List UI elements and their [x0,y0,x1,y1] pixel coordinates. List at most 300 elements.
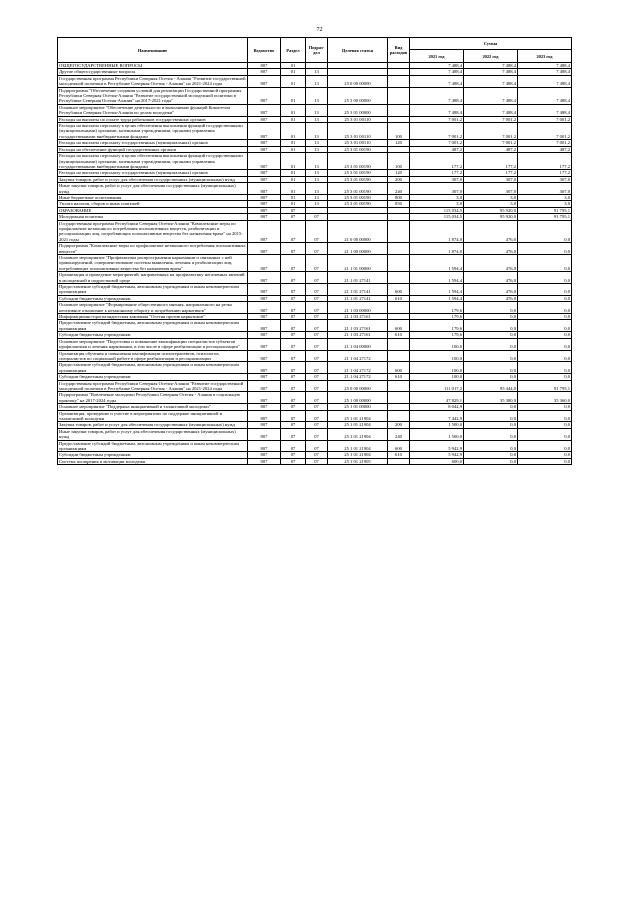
row-razdel: 07 [281,428,306,440]
row-sum-2021: 7 488,4 [410,69,464,75]
row-name: Расходы на выплаты по оплате труда работников государственных органов [58,116,248,122]
row-vid [388,243,410,255]
row-vedomstvo: 807 [248,302,281,314]
row-name: Информационно-пропагандистская кампания "Осетия против наркотиков" [58,314,248,320]
row-sum-2023: 35 360,0 [518,392,572,404]
row-vid: 200 [388,176,410,182]
row-vedomstvo: 807 [248,123,281,140]
row-sum-2022: 177,2 [464,170,518,176]
table-row [58,220,572,243]
row-vedomstvo: 807 [248,255,281,272]
row-sum-2023: 0,0 [518,302,572,314]
row-sum-2022: 307,0 [464,183,518,195]
row-podrazdel: 13 [306,104,328,116]
row-sum-2021: 7 488,4 [410,104,464,116]
row-sum-2021: 307,0 [410,183,464,195]
row-sum-2022: 307,0 [464,176,518,182]
row-name: Уплата налогов, сборов и иных платежей [58,201,248,207]
row-vedomstvo: 807 [248,63,281,69]
row-sum-2023: 0,0 [518,255,572,272]
row-sum-2022: 476,0 [464,284,518,296]
row-sum-2021: 7 488,4 [410,87,464,104]
row-sum-2023: 0,0 [518,320,572,332]
row-name: Закупка товаров, работ и услуг для обеспечения государственных (муниципальных) нужд [58,176,248,182]
table-row [58,410,572,422]
row-razdel: 01 [281,116,306,122]
row-podrazdel: 13 [306,87,328,104]
row-statya: 25 0 00 00000 [328,380,388,392]
row-vedomstvo: 807 [248,332,281,338]
row-sum-2021: 115 034,5 [410,214,464,220]
row-statya: 21 1 03 27161 [328,332,388,338]
row-sum-2022: 0,0 [464,404,518,410]
row-vid [388,104,410,116]
row-vedomstvo: 807 [248,380,281,392]
row-vid [388,350,410,362]
budget-table [57,37,572,465]
table-row [58,255,572,272]
row-sum-2023: 3,0 [518,194,572,200]
row-sum-2023: 7 488,4 [518,63,572,69]
row-sum-2021: 600,0 [410,458,464,464]
row-vid: 800 [388,194,410,200]
row-sum-2021: 5 942,9 [410,452,464,458]
row-sum-2022: 95 920,0 [464,214,518,220]
row-vedomstvo: 807 [248,75,281,87]
row-vid: 850 [388,201,410,207]
row-statya: 21 1 03 27161 [328,320,388,332]
row-vid [388,302,410,314]
row-vedomstvo: 807 [248,374,281,380]
row-sum-2022: 3,0 [464,201,518,207]
row-sum-2023: 307,0 [518,183,572,195]
row-sum-2022: 0,0 [464,332,518,338]
row-statya: 25 3 01 00110 [328,140,388,146]
row-vid [388,75,410,87]
table-row [58,87,572,104]
row-name: Расходы на выплаты персоналу в целях обеспечения выполнения функций государственными (муниципальными) органами, казенными учреждениями, органами управления государственными внебюджетными фондами [58,123,248,140]
row-razdel: 01 [281,194,306,200]
row-razdel: 07 [281,220,306,243]
row-sum-2023: 0,0 [518,272,572,284]
row-sum-2022: 476,0 [464,255,518,272]
row-sum-2023: 7 488,4 [518,87,572,104]
row-vedomstvo: 807 [248,458,281,464]
row-name: ОБРАЗОВАНИЕ [58,207,248,213]
row-sum-2022: 0,0 [464,428,518,440]
row-sum-2022: 7 488,4 [464,75,518,87]
row-razdel: 01 [281,75,306,87]
row-razdel: 07 [281,320,306,332]
row-statya: 21 1 03 00000 [328,302,388,314]
row-statya: 21 1 04 00000 [328,338,388,350]
row-sum-2023: 0,0 [518,458,572,464]
row-vedomstvo: 807 [248,428,281,440]
table-row [58,302,572,314]
row-vedomstvo: 807 [248,422,281,428]
row-vedomstvo: 807 [248,170,281,176]
row-name: ОБЩЕГОСУДАРСТВЕННЫЕ ВОПРОСЫ [58,63,248,69]
row-podrazdel: 07 [306,440,328,452]
row-podrazdel: 13 [306,146,328,152]
table-row [58,75,572,87]
row-sum-2021: 1 594,4 [410,284,464,296]
row-name: Государственная программа Республики Северная Осетия-Алания "Развитие государственной молодежной политики в Республике Северная Осетия - Алания" на 2021-2024 годы [58,380,248,392]
row-sum-2023: 7 488,4 [518,104,572,116]
row-podrazdel: 07 [306,302,328,314]
row-sum-2022: 177,2 [464,153,518,170]
row-sum-2021: 1 500,0 [410,422,464,428]
row-podrazdel: 13 [306,140,328,146]
row-razdel: 01 [281,146,306,152]
row-sum-2021: 179,6 [410,314,464,320]
row-razdel: 01 [281,87,306,104]
header-podrazdel: Подраз-дел [306,38,328,63]
row-sum-2021: 1 594,4 [410,272,464,284]
row-razdel: 07 [281,214,306,220]
row-statya: 25 1 01 21904 [328,440,388,452]
row-sum-2022: 3,0 [464,194,518,200]
row-sum-2021: 1 874,0 [410,243,464,255]
row-sum-2023: 0,0 [518,338,572,350]
row-sum-2021: 100,0 [410,362,464,374]
row-razdel: 07 [281,440,306,452]
row-sum-2023: 0,0 [518,220,572,243]
row-vedomstvo: 807 [248,320,281,332]
table-row [58,104,572,116]
row-sum-2022: 0,0 [464,314,518,320]
row-razdel: 07 [281,314,306,320]
row-podrazdel: 13 [306,201,328,207]
row-sum-2021: 1 500,0 [410,428,464,440]
row-statya: 21 1 04 27172 [328,374,388,380]
row-statya: 21 1 01 27141 [328,272,388,284]
row-podrazdel: 07 [306,255,328,272]
row-razdel: 07 [281,255,306,272]
row-name: Государственная программа Республики Северная Осетия-Алания "Комплексные меры по профилактике незаконного потребления психоактивных веществ, реабилитации и ресоциализации лиц, потребляющих психоактивные вещества без назначения врача" на 2015-2021 годы [58,220,248,243]
row-vid: 610 [388,452,410,458]
row-statya: 21 1 01 27141 [328,284,388,296]
row-statya: 21 1 04 27172 [328,350,388,362]
row-podrazdel: 07 [306,374,328,380]
row-name: Организация, проведение и участие в мероприятиях по поддержке инициативной и талантливой молодежи [58,410,248,422]
row-statya: 25 3 01 00190 [328,146,388,152]
row-name: Расходы на выплаты персоналу государственных (муниципальных) органов [58,170,248,176]
row-sum-2021: 179,6 [410,332,464,338]
row-vedomstvo: 807 [248,410,281,422]
table-row [58,380,572,392]
row-name: Предоставление субсидий бюджетным, автономным учреждениям и иным некоммерческим организациям [58,362,248,374]
row-vid [388,272,410,284]
row-podrazdel: 07 [306,404,328,410]
row-podrazdel: 13 [306,170,328,176]
row-sum-2022: 0,0 [464,362,518,374]
row-sum-2023: 177,2 [518,153,572,170]
header-razdel: Раздел [281,38,306,63]
row-razdel: 07 [281,207,306,213]
table-row [58,428,572,440]
table-row [58,272,572,284]
row-statya: 21 1 01 27141 [328,295,388,301]
row-sum-2022: 7 488,4 [464,104,518,116]
row-razdel: 01 [281,104,306,116]
row-sum-2022: 476,0 [464,220,518,243]
row-sum-2023: 0,0 [518,452,572,458]
row-name: Предоставление субсидий бюджетным, автономным учреждениям и иным некоммерческим организациям [58,284,248,296]
row-vedomstvo: 807 [248,314,281,320]
row-razdel: 01 [281,63,306,69]
row-statya: 21 1 01 00000 [328,255,388,272]
row-sum-2022: 0,0 [464,440,518,452]
row-podrazdel: 07 [306,272,328,284]
row-podrazdel: 07 [306,320,328,332]
row-name: Предоставление субсидий бюджетным, автономным учреждениям и иным некоммерческим организациям [58,440,248,452]
row-vid [388,87,410,104]
row-sum-2023: 0,0 [518,350,572,362]
row-sum-2022: 0,0 [464,458,518,464]
row-sum-2021: 8 042,9 [410,404,464,410]
row-sum-2021: 1 874,0 [410,220,464,243]
row-podrazdel: 07 [306,295,328,301]
row-sum-2023: 0,0 [518,295,572,301]
row-sum-2022: 0,0 [464,410,518,422]
row-name: Иные бюджетные ассигнования [58,194,248,200]
row-name: Расходы на выплаты персоналу государственных (муниципальных) органов [58,140,248,146]
row-vedomstvo: 807 [248,116,281,122]
row-podrazdel: 13 [306,75,328,87]
row-statya: 25 1 00 00000 [328,392,388,404]
row-statya: 21 0 00 00000 [328,220,388,243]
row-statya: 25 1 01 21904 [328,428,388,440]
row-razdel: 07 [281,422,306,428]
row-razdel: 07 [281,350,306,362]
row-vid [388,380,410,392]
row-vid: 240 [388,428,410,440]
row-podrazdel: 07 [306,338,328,350]
row-vedomstvo: 807 [248,207,281,213]
row-sum-2021: 100,0 [410,338,464,350]
row-razdel: 07 [281,380,306,392]
row-statya: 25 3 01 00190 [328,201,388,207]
row-podrazdel: 07 [306,214,328,220]
row-sum-2023: 0,0 [518,362,572,374]
row-podrazdel: 13 [306,194,328,200]
row-name: Организация и проведение мероприятий, направленных на профилактику негативных явлений в молодежной и подростковой среде [58,272,248,284]
row-sum-2022: 0,0 [464,452,518,458]
row-sum-2021: 7 001,2 [410,123,464,140]
row-sum-2021: 7 001,2 [410,140,464,146]
row-vid: 100 [388,153,410,170]
row-podrazdel: 07 [306,350,328,362]
row-podrazdel: 13 [306,153,328,170]
row-sum-2023: 91 795,1 [518,214,572,220]
row-name: Основное мероприятие "Поддержка инициативной и талантливой молодежи" [58,404,248,410]
row-name: Организация обучения и повышения квалификации психотерапевтов, психологов, специалистов по социальной работе в сфере реабилитации и ресоциализации [58,350,248,362]
row-name: Основное мероприятие "Обеспечение деятельности и выполнение функций Комитетом Республики Северная Осетия-Алания по делам молодежи" [58,104,248,116]
row-podrazdel: 07 [306,392,328,404]
row-vid [388,392,410,404]
row-sum-2022: 95 920,0 [464,207,518,213]
row-statya: 25 3 01 00190 [328,194,388,200]
row-statya: 21 1 04 27172 [328,362,388,374]
row-razdel: 01 [281,176,306,182]
row-vid: 600 [388,320,410,332]
row-vid: 600 [388,362,410,374]
row-vedomstvo: 807 [248,220,281,243]
row-podrazdel: 13 [306,116,328,122]
row-vid [388,458,410,464]
row-name: Субсидии бюджетным учреждениям [58,374,248,380]
row-razdel: 07 [281,272,306,284]
table-row [58,243,572,255]
table-row [58,284,572,296]
row-statya: 21 1 03 27161 [328,314,388,320]
row-podrazdel: 07 [306,362,328,374]
row-razdel: 07 [281,452,306,458]
row-podrazdel: 07 [306,428,328,440]
row-podrazdel: 07 [306,380,328,392]
row-sum-2022: 0,0 [464,302,518,314]
row-statya: 25 3 01 00190 [328,153,388,170]
row-razdel: 01 [281,140,306,146]
row-podrazdel: 07 [306,243,328,255]
row-statya: 25 3 01 00110 [328,116,388,122]
row-vid: 610 [388,295,410,301]
row-razdel: 07 [281,332,306,338]
row-name: Субсидии бюджетным учреждениям [58,295,248,301]
row-sum-2021: 3,0 [410,201,464,207]
table-row [58,392,572,404]
table-row [58,320,572,332]
table-row [58,183,572,195]
row-vedomstvo: 807 [248,194,281,200]
row-statya: 25 0 00 00000 [328,75,388,87]
table-row [58,350,572,362]
row-vedomstvo: 807 [248,140,281,146]
row-razdel: 07 [281,458,306,464]
row-sum-2023: 7 001,2 [518,140,572,146]
header-2023: 2023 год [518,50,572,63]
row-sum-2021: 7 442,9 [410,410,464,422]
row-statya: 25 3 01 00110 [328,123,388,140]
row-sum-2023: 0,0 [518,440,572,452]
row-razdel: 07 [281,374,306,380]
row-sum-2023: 7 488,4 [518,69,572,75]
row-sum-2023: 0,0 [518,243,572,255]
row-sum-2022: 0,0 [464,350,518,362]
row-statya: 25 3 01 00000 [328,104,388,116]
header-2021: 2021 год [410,50,464,63]
row-vedomstvo: 807 [248,176,281,182]
row-name: Иные закупки товаров, работ и услуг для обеспечения государственных (муниципальных) нужд [58,428,248,440]
row-statya: 25 1 01 21904 [328,422,388,428]
row-name: Подпрограмма "Вовлечение молодежи Республики Северная Осетия - Алания в социальную практику" на 2017-2024 годы [58,392,248,404]
row-sum-2023: 0,0 [518,410,572,422]
row-podrazdel: 07 [306,452,328,458]
row-name: Иные закупки товаров, работ и услуг для обеспечения государственных (муниципальных) нужд [58,183,248,195]
row-vid: 240 [388,183,410,195]
row-razdel: 07 [281,284,306,296]
row-sum-2023: 7 001,2 [518,116,572,122]
row-vedomstvo: 807 [248,243,281,255]
row-sum-2023: 3,0 [518,201,572,207]
row-sum-2022: 476,0 [464,272,518,284]
header-vedomstvo: Ведомство [248,38,281,63]
row-name: Закупка товаров, работ и услуг для обеспечения государственных (муниципальных) нужд [58,422,248,428]
row-razdel: 01 [281,123,306,140]
row-vedomstvo: 807 [248,87,281,104]
row-sum-2021: 115 034,5 [410,207,464,213]
header-2022: 2022 год [464,50,518,63]
row-statya: 25 1 01 21904 [328,452,388,458]
row-vedomstvo: 807 [248,440,281,452]
row-podrazdel: 07 [306,458,328,464]
row-sum-2021: 3,0 [410,194,464,200]
row-sum-2021: 179,6 [410,302,464,314]
row-statya: 25 1 01 00000 [328,404,388,410]
row-sum-2023: 0,0 [518,284,572,296]
row-name: Система поощрения и мотивации молодежи [58,458,248,464]
row-vedomstvo: 807 [248,153,281,170]
table-row [58,153,572,170]
row-sum-2022: 0,0 [464,338,518,350]
row-name: Основное мероприятие "Профилактика распространения наркомании и связанных с ней правонарушений, совершенствование системы выявления, лечения и реабилитации лиц, потребляющих психоактивные вещества без назначения врача" [58,255,248,272]
row-razdel: 01 [281,153,306,170]
row-sum-2022: 7 488,4 [464,69,518,75]
row-vid: 120 [388,140,410,146]
row-razdel: 07 [281,302,306,314]
row-vedomstvo: 807 [248,201,281,207]
row-podrazdel: 07 [306,410,328,422]
row-vedomstvo: 807 [248,362,281,374]
header-vid: Вид расходов [388,38,410,63]
row-name: Другие общегосударственные вопросы [58,69,248,75]
page-number: 72 [316,27,323,33]
header-summa: Сумма [410,38,572,50]
row-podrazdel: 07 [306,422,328,428]
row-vedomstvo: 807 [248,392,281,404]
row-sum-2023: 487,2 [518,146,572,152]
row-vedomstvo: 807 [248,295,281,301]
row-name: Государственная программа Республики Северная Осетия - Алания "Развитие государственной молодежной политики в Республике Северная Осетия - Алания" на 2021-2024 годы [59,75,246,87]
row-sum-2023: 0,0 [518,332,572,338]
row-razdel: 07 [281,392,306,404]
row-vedomstvo: 807 [248,350,281,362]
row-vid: 610 [388,374,410,380]
row-sum-2021: 1 594,4 [410,255,464,272]
row-podrazdel: 13 [306,176,328,182]
row-sum-2022: 35 380,0 [464,392,518,404]
row-sum-2021: 177,2 [410,170,464,176]
row-sum-2023: 0,0 [518,428,572,440]
row-name: Расходы на выплаты персоналу в целях обеспечения выполнения функций государственными (муниципальными) органами, казенными учреждениями, органами управления государственными внебюджетными фондами [58,153,248,170]
row-sum-2023: 307,0 [518,176,572,182]
row-sum-2021: 100,0 [410,350,464,362]
row-sum-2023: 177,2 [518,170,572,176]
row-sum-2023: 0,0 [518,422,572,428]
row-name: Основное мероприятие "Подготовка и повышение квалификации специалистов субъектов профилактики и лечения наркомании, в том числе в сфере реабилитации и ресоциализации" [58,338,248,350]
row-vedomstvo: 807 [248,104,281,116]
row-sum-2023: 7 001,2 [518,123,572,140]
table-row [58,362,572,374]
row-vid [388,255,410,272]
row-sum-2021: 487,2 [410,146,464,152]
table-row [58,458,572,464]
row-sum-2022: 7 001,2 [464,123,518,140]
row-razdel: 01 [281,69,306,75]
row-sum-2021: 7 001,2 [410,116,464,122]
row-vedomstvo: 807 [248,69,281,75]
